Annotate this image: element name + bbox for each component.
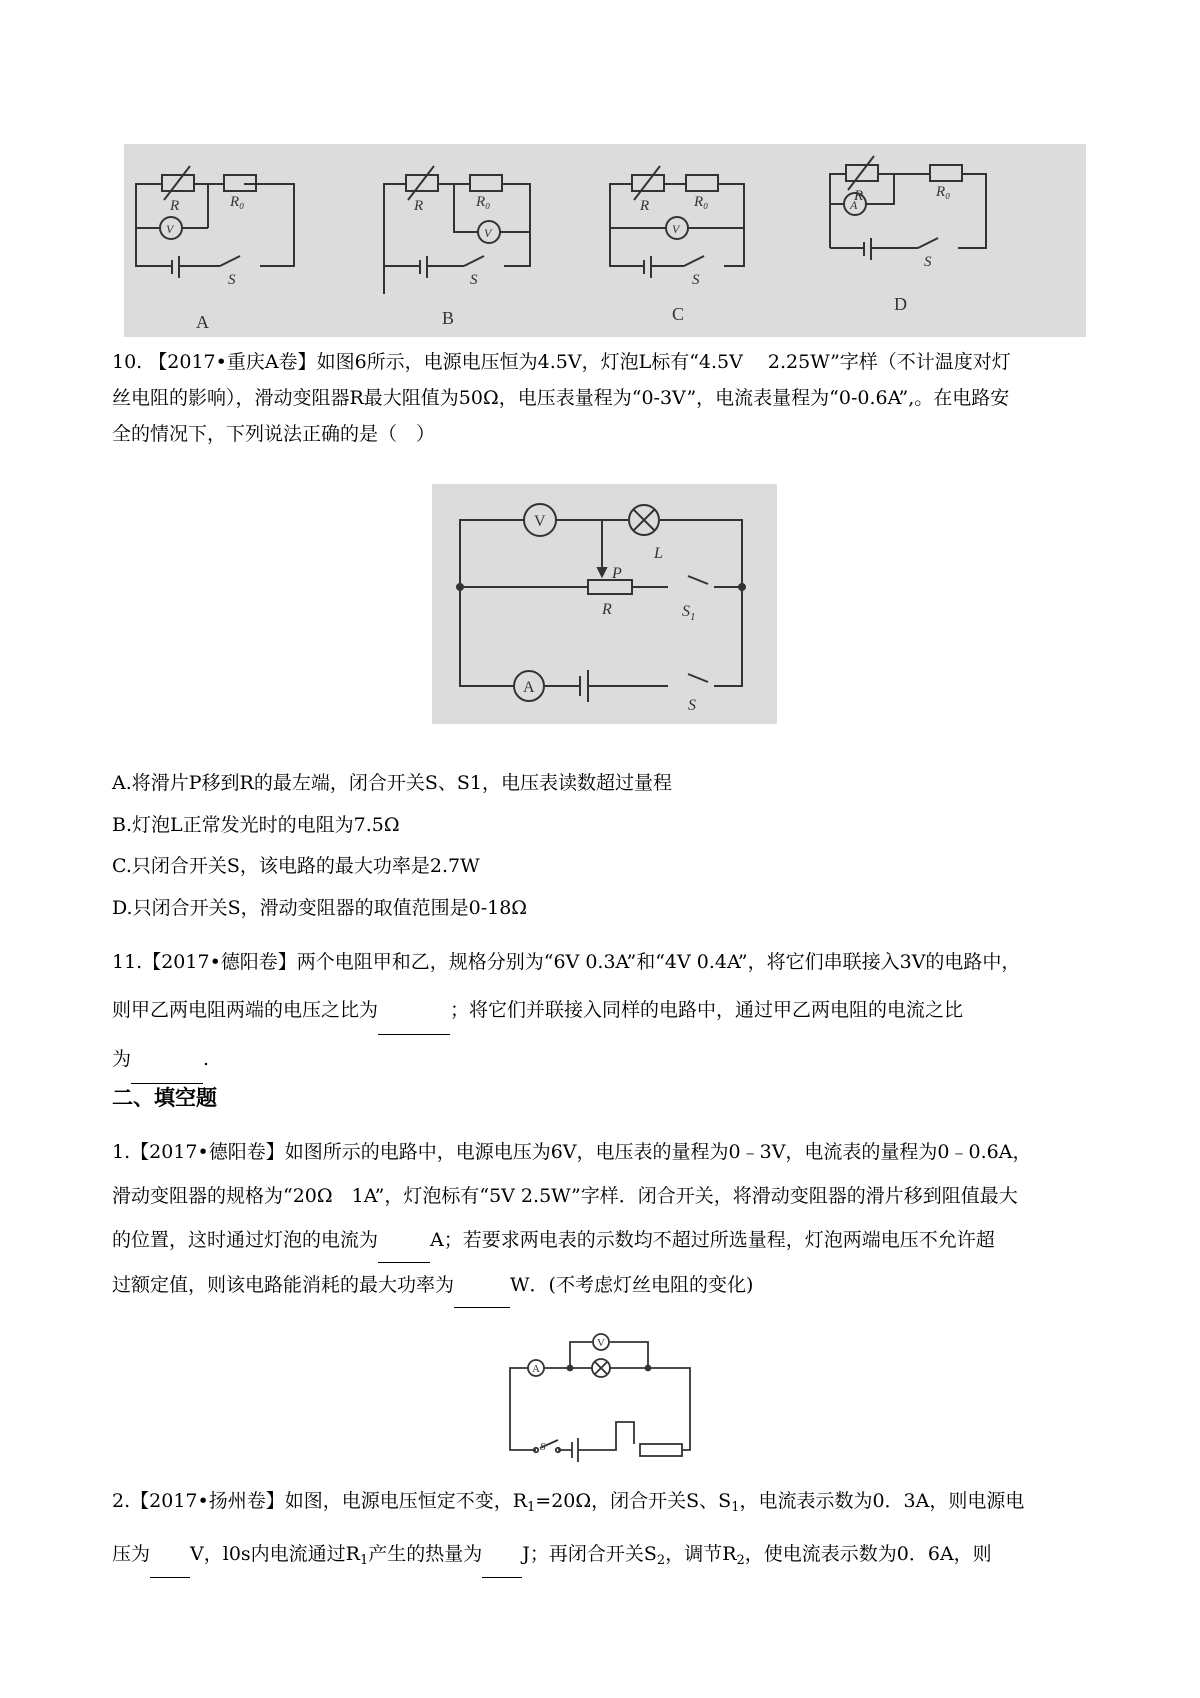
question-10 bbox=[112, 344, 1102, 452]
f2-line2f: ，使电流表示数为0．6A，则 bbox=[744, 1543, 992, 1565]
fig-label-d: D bbox=[894, 294, 907, 314]
q10-fig-R: R bbox=[602, 601, 612, 618]
fig-label-b: B bbox=[442, 308, 455, 328]
fig-c-S: S bbox=[692, 272, 700, 288]
q11-line2a: 则甲乙两电阻两端的电压之比为 bbox=[112, 999, 379, 1021]
q10-number: 10. bbox=[112, 351, 143, 373]
f1-number: 1. bbox=[112, 1141, 131, 1163]
fig-a-V: V bbox=[166, 222, 174, 236]
q10-option-d: D.只闭合开关S，滑动变阻器的取值范围是0-18Ω bbox=[112, 897, 528, 919]
f2-blank-1[interactable] bbox=[150, 1531, 190, 1578]
q10-fig-S1: $S_1$ bbox=[682, 603, 696, 623]
q11-line3b: . bbox=[203, 1048, 210, 1070]
f1-fig-V: V bbox=[597, 1337, 605, 1349]
f1-fig-A: A bbox=[532, 1363, 540, 1375]
f1-fig-S: S bbox=[540, 1441, 546, 1453]
f1-circuit-figure bbox=[500, 1326, 706, 1468]
q10-fig-L: L bbox=[654, 545, 663, 562]
q10-circuit-figure bbox=[432, 484, 777, 724]
question-11 bbox=[112, 938, 1102, 1084]
fig-b-R0: R₀ bbox=[476, 194, 491, 210]
fig-b-R: R bbox=[414, 198, 424, 214]
f1-line3a: 的位置，这时通过灯泡的电流为 bbox=[112, 1229, 379, 1251]
fig-a-R0: R₀ bbox=[230, 194, 245, 210]
fig-d-S: S bbox=[924, 254, 932, 270]
section-title: 二、填空题 bbox=[112, 1085, 217, 1110]
f2-sub-r2: 2 bbox=[736, 1553, 745, 1568]
q10-fig-V: V bbox=[534, 513, 546, 530]
q10-line2: 丝电阻的影响），滑动变阻器R最大阻值为50Ω，电压表量程为“0-3V”，电流表量程为“0-0.6A”,。在电路安 bbox=[112, 387, 1010, 409]
q10-option-b: B.灯泡L正常发光时的电阻为7.5Ω bbox=[112, 814, 400, 836]
f2-line2a: 压为 bbox=[112, 1543, 151, 1565]
f2-line2d: J；再闭合开关S bbox=[522, 1543, 657, 1565]
fig-d-R: R bbox=[854, 188, 864, 204]
q10-line1: 如图6所示，电源电压恒为4.5V，灯泡L标有“4.5V 2.25W”字样（不计温度对灯 bbox=[316, 351, 1011, 373]
fig-label-c: C bbox=[672, 304, 685, 324]
fig-c-V: V bbox=[672, 222, 680, 236]
q11-source: 【2017•德阳卷】 bbox=[142, 951, 297, 973]
f2-sub-r1b: 1 bbox=[359, 1553, 369, 1568]
f2-source: 【2017•扬州卷】 bbox=[130, 1490, 285, 1512]
f1-blank-1[interactable] bbox=[378, 1218, 430, 1263]
fill-question-1 bbox=[112, 1130, 1102, 1308]
f1-line1: 如图所示的电路中，电源电压为6V，电压表的量程为0﹣3V，电流表的量程为0﹣0.6A， bbox=[284, 1141, 1032, 1163]
fig-b-V: V bbox=[484, 226, 492, 240]
q11-blank-1[interactable] bbox=[378, 986, 450, 1035]
fill-question-2 bbox=[112, 1478, 1102, 1584]
q10-fig-A: A bbox=[523, 679, 535, 696]
q10-fig-S: S bbox=[688, 697, 696, 714]
fig-d-A: A bbox=[850, 198, 858, 212]
q11-blank-2[interactable] bbox=[131, 1035, 203, 1084]
f1-line4a: 过额定值，则该电路能消耗的最大功率为 bbox=[112, 1274, 455, 1296]
q11-line2b: ；将它们并联接入同样的电路中，通过甲乙两电阻的电流之比 bbox=[450, 999, 964, 1021]
f1-blank-2[interactable] bbox=[454, 1263, 510, 1308]
f2-sub-s2: 2 bbox=[656, 1553, 666, 1568]
f2-line1a: 如图，电源电压恒定不变，R bbox=[284, 1490, 528, 1512]
f2-line1c: ，电流表示数为0．3A，则电源电 bbox=[739, 1490, 1025, 1512]
circuit-options-figure bbox=[124, 144, 1086, 337]
q10-line3: 全的情况下，下列说法正确的是（ ） bbox=[112, 423, 436, 445]
f1-source: 【2017•德阳卷】 bbox=[130, 1141, 285, 1163]
fig-c-R0: R₀ bbox=[694, 194, 709, 210]
f2-line2e: ，调节R bbox=[665, 1543, 737, 1565]
f2-line2c: 产生的热量为 bbox=[368, 1543, 483, 1565]
fig-a-S: S bbox=[228, 272, 236, 288]
f2-blank-2[interactable] bbox=[482, 1531, 522, 1578]
q10-option-a: A.将滑片P移到R的最左端，闭合开关S、S1，电压表读数超过量程 bbox=[112, 772, 672, 794]
fig-label-a: A bbox=[196, 312, 209, 332]
f1-line2: 滑动变阻器的规格为“20Ω 1A”，灯泡标有“5V 2.5W”字样．闭合开关，将滑动变阻器的滑片移到阻值最大 bbox=[112, 1185, 1018, 1207]
fig-d-R0: R₀ bbox=[936, 184, 951, 200]
q11-line3a: 为 bbox=[112, 1048, 132, 1070]
q10-source: 【2017•重庆A卷】 bbox=[148, 351, 317, 373]
f1-line4b: W．(不考虑灯丝电阻的变化) bbox=[510, 1274, 754, 1296]
f2-sub-s1: 1 bbox=[731, 1500, 740, 1515]
f2-line2b: V，l0s内电流通过R bbox=[190, 1543, 360, 1565]
f1-line3b: A；若要求两电表的示数均不超过所选量程，灯泡两端电压不允许超 bbox=[430, 1229, 995, 1251]
q11-number: 11. bbox=[112, 951, 143, 973]
fig-a-R: R bbox=[170, 198, 180, 214]
f2-sub-r1: 1 bbox=[527, 1500, 536, 1515]
q11-line1: 两个电阻甲和乙，规格分别为“6V 0.3A”和“4V 0.4A”，将它们串联接入3V的电路中， bbox=[296, 951, 1021, 973]
q10-fig-P: P bbox=[612, 565, 622, 582]
f2-line1b: =20Ω，闭合开关S、S bbox=[535, 1490, 732, 1512]
fig-c-R: R bbox=[640, 198, 650, 214]
f2-number: 2. bbox=[112, 1490, 131, 1512]
fig-b-S: S bbox=[470, 272, 478, 288]
q10-option-c: C.只闭合开关S，该电路的最大功率是2.7W bbox=[112, 855, 480, 877]
